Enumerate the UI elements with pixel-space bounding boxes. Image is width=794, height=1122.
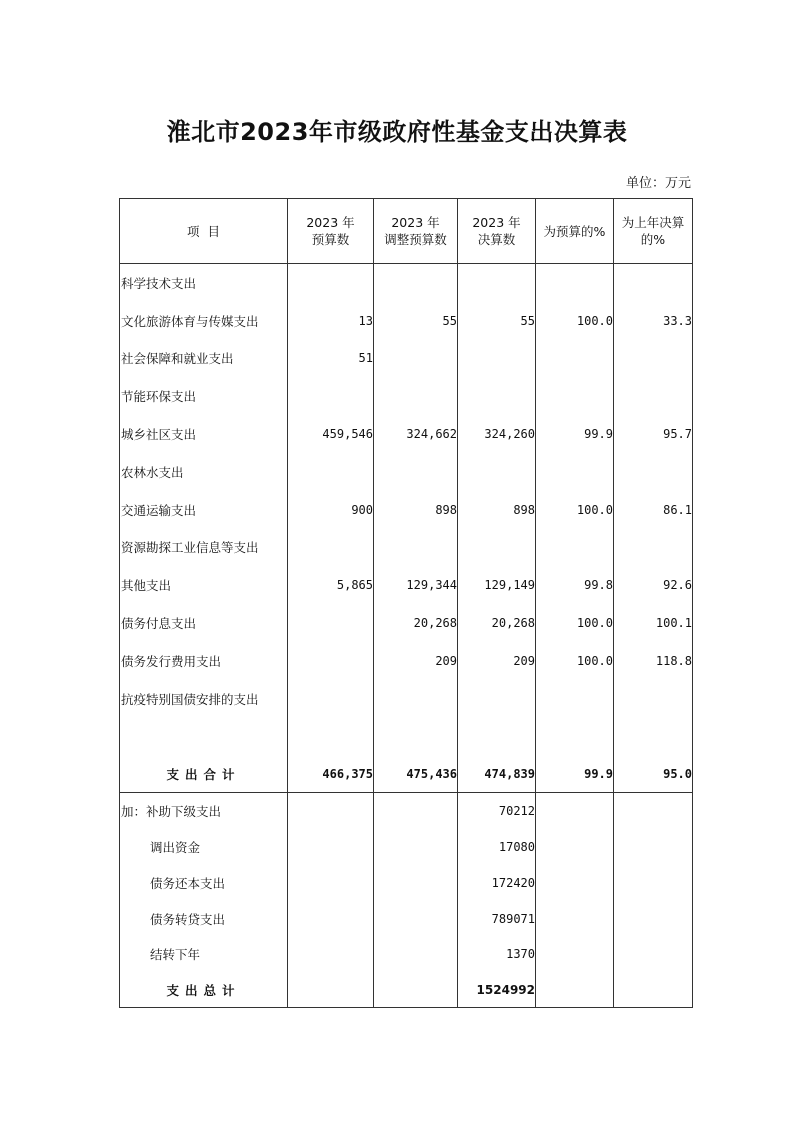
row-final xyxy=(458,453,536,491)
row-adjusted: 324,662 xyxy=(374,415,458,453)
extra-adjusted xyxy=(374,937,458,973)
total-row xyxy=(120,755,693,793)
row-pct-prev xyxy=(614,377,693,415)
row-name: 资源勘探工业信息等支出 xyxy=(120,529,288,567)
header-pct-prev: 为上年决算 的% xyxy=(614,199,693,264)
row-pct-prev: 86.1 xyxy=(614,491,693,529)
row-pct-prev: 95.7 xyxy=(614,415,693,453)
table-row xyxy=(120,453,693,491)
table-row xyxy=(120,680,693,718)
extra-name: 调出资金 xyxy=(120,829,288,865)
extra-adjusted xyxy=(374,865,458,901)
table-row xyxy=(120,415,693,453)
row-pct-budget xyxy=(536,718,614,756)
extra-budget xyxy=(288,901,374,937)
unit-label: 单位：万元 xyxy=(625,176,691,191)
extra-pct-prev xyxy=(614,937,693,973)
row-final xyxy=(458,680,536,718)
extra-pct-budget xyxy=(536,865,614,901)
expenditure-table xyxy=(119,198,693,1008)
row-final: 129,149 xyxy=(458,566,536,604)
header-budget: 2023 年 预算数 xyxy=(288,199,374,264)
row-pct-prev xyxy=(614,264,693,302)
extra-row xyxy=(120,829,693,865)
row-name: 抗疫特别国债安排的支出 xyxy=(120,680,288,718)
grand-total-adjusted xyxy=(374,972,458,1008)
row-budget xyxy=(288,718,374,756)
row-pct-prev xyxy=(614,529,693,567)
row-pct-budget: 100.0 xyxy=(536,302,614,340)
extra-final: 70212 xyxy=(458,793,536,829)
row-pct-budget: 99.8 xyxy=(536,566,614,604)
row-pct-prev xyxy=(614,680,693,718)
row-final: 324,260 xyxy=(458,415,536,453)
table-row xyxy=(120,604,693,642)
extra-budget xyxy=(288,793,374,829)
extra-pct-budget xyxy=(536,901,614,937)
row-name: 科学技术支出 xyxy=(120,264,288,302)
row-final xyxy=(458,340,536,378)
row-adjusted xyxy=(374,529,458,567)
row-name: 农林水支出 xyxy=(120,453,288,491)
header-adjusted: 2023 年 调整预算数 xyxy=(374,199,458,264)
table-row xyxy=(120,718,693,756)
total-budget: 466,375 xyxy=(288,755,374,793)
row-pct-prev: 100.1 xyxy=(614,604,693,642)
row-pct-budget: 99.9 xyxy=(536,415,614,453)
row-final xyxy=(458,529,536,567)
row-pct-budget xyxy=(536,377,614,415)
header-item: 项 目 xyxy=(120,199,288,264)
extra-name: 加：补助下级支出 xyxy=(120,793,288,829)
row-budget: 51 xyxy=(288,340,374,378)
row-pct-prev xyxy=(614,340,693,378)
table-row xyxy=(120,302,693,340)
row-pct-budget xyxy=(536,453,614,491)
total-pct-prev: 95.0 xyxy=(614,755,693,793)
extra-row xyxy=(120,793,693,829)
row-pct-budget xyxy=(536,264,614,302)
row-name: 债务发行费用支出 xyxy=(120,642,288,680)
extra-final: 17080 xyxy=(458,829,536,865)
header-pct-budget: 为预算的% xyxy=(536,199,614,264)
row-final xyxy=(458,718,536,756)
grand-total-label: 支出总计 xyxy=(120,972,288,1008)
extra-final: 789071 xyxy=(458,901,536,937)
extra-adjusted xyxy=(374,793,458,829)
row-pct-budget xyxy=(536,340,614,378)
header-final: 2023 年 决算数 xyxy=(458,199,536,264)
extra-row xyxy=(120,901,693,937)
row-final: 55 xyxy=(458,302,536,340)
row-adjusted xyxy=(374,680,458,718)
row-adjusted xyxy=(374,453,458,491)
table-row xyxy=(120,491,693,529)
row-final: 898 xyxy=(458,491,536,529)
extra-name: 债务还本支出 xyxy=(120,865,288,901)
row-pct-budget xyxy=(536,680,614,718)
row-adjusted: 898 xyxy=(374,491,458,529)
row-adjusted: 209 xyxy=(374,642,458,680)
grand-total-pct-budget xyxy=(536,972,614,1008)
row-adjusted xyxy=(374,264,458,302)
row-budget: 13 xyxy=(288,302,374,340)
row-pct-prev xyxy=(614,453,693,491)
extra-budget xyxy=(288,937,374,973)
row-budget xyxy=(288,680,374,718)
total-final: 474,839 xyxy=(458,755,536,793)
table-row xyxy=(120,377,693,415)
total-adjusted: 475,436 xyxy=(374,755,458,793)
table-row xyxy=(120,340,693,378)
row-pct-prev: 118.8 xyxy=(614,642,693,680)
row-name: 文化旅游体育与传媒支出 xyxy=(120,302,288,340)
total-pct-budget: 99.9 xyxy=(536,755,614,793)
extra-row xyxy=(120,937,693,973)
table-row xyxy=(120,642,693,680)
row-name xyxy=(120,718,288,756)
extra-budget xyxy=(288,865,374,901)
extra-pct-budget xyxy=(536,937,614,973)
row-adjusted: 129,344 xyxy=(374,566,458,604)
row-pct-prev xyxy=(614,718,693,756)
extra-adjusted xyxy=(374,829,458,865)
row-budget xyxy=(288,529,374,567)
table-row xyxy=(120,529,693,567)
row-pct-budget: 100.0 xyxy=(536,642,614,680)
extra-name: 结转下年 xyxy=(120,937,288,973)
page-title: 淮北市2023年市级政府性基金支出决算表 xyxy=(166,118,628,146)
row-adjusted: 20,268 xyxy=(374,604,458,642)
row-final xyxy=(458,377,536,415)
row-budget xyxy=(288,453,374,491)
row-final: 209 xyxy=(458,642,536,680)
row-pct-budget: 100.0 xyxy=(536,491,614,529)
row-budget xyxy=(288,377,374,415)
row-name: 节能环保支出 xyxy=(120,377,288,415)
row-pct-budget xyxy=(536,529,614,567)
extra-pct-budget xyxy=(536,793,614,829)
row-pct-prev: 92.6 xyxy=(614,566,693,604)
row-adjusted xyxy=(374,340,458,378)
row-name: 社会保障和就业支出 xyxy=(120,340,288,378)
table-row xyxy=(120,264,693,302)
grand-total-final: 1524992 xyxy=(458,972,536,1008)
extra-pct-prev xyxy=(614,901,693,937)
row-adjusted xyxy=(374,718,458,756)
extra-pct-prev xyxy=(614,865,693,901)
row-final: 20,268 xyxy=(458,604,536,642)
grand-total-budget xyxy=(288,972,374,1008)
extra-adjusted xyxy=(374,901,458,937)
row-adjusted: 55 xyxy=(374,302,458,340)
extra-pct-prev xyxy=(614,793,693,829)
extra-final: 1370 xyxy=(458,937,536,973)
row-budget: 900 xyxy=(288,491,374,529)
extra-final: 172420 xyxy=(458,865,536,901)
row-budget xyxy=(288,604,374,642)
table-header-row xyxy=(120,199,693,264)
row-budget xyxy=(288,264,374,302)
table-row xyxy=(120,566,693,604)
row-adjusted xyxy=(374,377,458,415)
row-budget: 5,865 xyxy=(288,566,374,604)
row-name: 城乡社区支出 xyxy=(120,415,288,453)
row-budget: 459,546 xyxy=(288,415,374,453)
row-name: 债务付息支出 xyxy=(120,604,288,642)
row-pct-budget: 100.0 xyxy=(536,604,614,642)
row-final xyxy=(458,264,536,302)
extra-pct-budget xyxy=(536,829,614,865)
row-pct-prev: 33.3 xyxy=(614,302,693,340)
grand-total-pct-prev xyxy=(614,972,693,1008)
grand-total-row xyxy=(120,972,693,1008)
row-name: 交通运输支出 xyxy=(120,491,288,529)
row-budget xyxy=(288,642,374,680)
extra-name: 债务转贷支出 xyxy=(120,901,288,937)
extra-budget xyxy=(288,829,374,865)
extra-pct-prev xyxy=(614,829,693,865)
row-name: 其他支出 xyxy=(120,566,288,604)
total-label: 支出合计 xyxy=(120,755,288,793)
extra-row xyxy=(120,865,693,901)
